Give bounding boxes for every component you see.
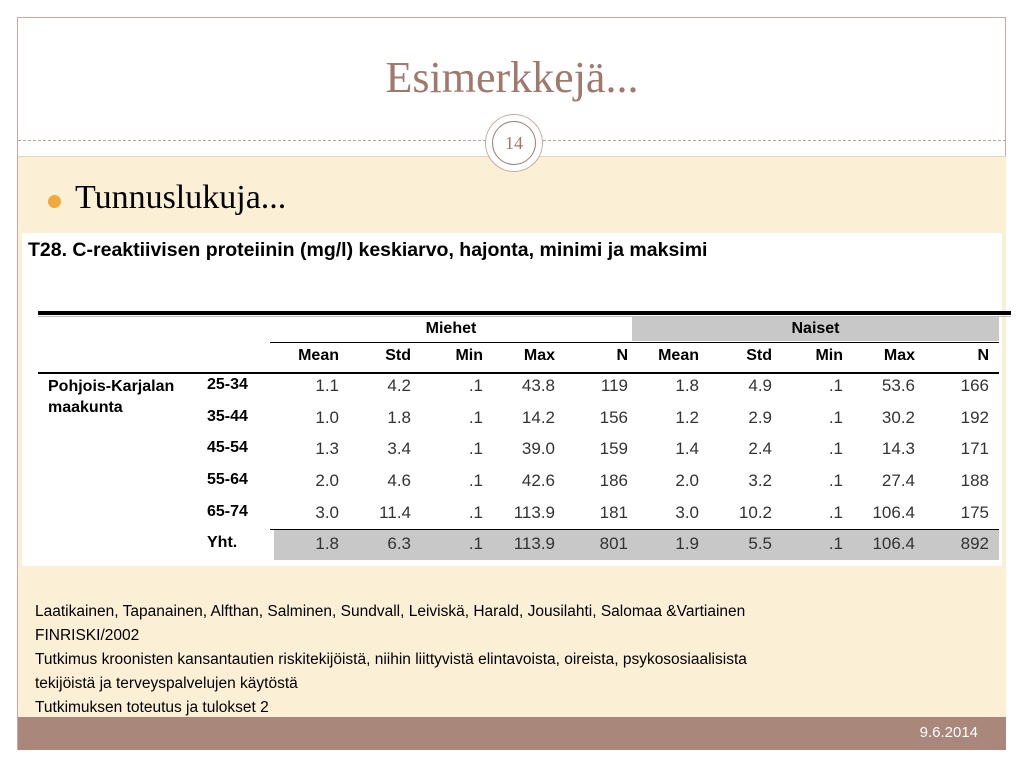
table-cell: 106.4: [872, 503, 915, 522]
table-cell: 1.8: [387, 408, 411, 427]
table-cell: 171: [960, 439, 989, 458]
table-cell: 1.8: [675, 376, 699, 395]
table-cell: 3.0: [675, 503, 699, 522]
table-cell: 192: [960, 408, 989, 427]
table-cell: 1.1: [315, 376, 339, 395]
table-cell: .1: [468, 439, 483, 458]
table-title: T28. C-reaktiivisen proteiinin (mg/l) keskiarvo, hajonta, minimi ja maksimi: [28, 239, 708, 261]
group-header-rule: [270, 342, 999, 343]
table-cell: 4.2: [387, 376, 411, 395]
column-header: N: [616, 347, 628, 364]
group-header-women: Naiset: [632, 317, 999, 341]
table-cell: 181: [599, 503, 628, 522]
source-line: Tutkimuksen toteutus ja tulokset 2: [35, 699, 269, 716]
age-group-label: 65-74: [207, 503, 248, 520]
table-cell: 4.9: [748, 376, 772, 395]
region-line-1: Pohjois-Karjalan: [48, 378, 175, 395]
table-cell: 5.5: [748, 534, 772, 553]
table-cell: 175: [960, 503, 989, 522]
column-header: Min: [455, 347, 483, 364]
table-cell: 11.4: [379, 503, 411, 522]
table-cell: 14.3: [881, 439, 915, 458]
table-cell: 6.3: [387, 534, 411, 553]
table-cell: 39.0: [521, 439, 555, 458]
table-cell: 166: [960, 376, 989, 395]
age-group-label: 25-34: [207, 376, 248, 393]
table-cell: 2.0: [315, 471, 339, 490]
table-cell: 1.4: [675, 439, 699, 458]
table-cell: .1: [468, 408, 483, 427]
table-cell: .1: [828, 534, 843, 553]
column-header: Min: [815, 347, 843, 364]
source-line: Tutkimus kroonisten kansantautien riskitekijöistä, niihin liittyvistä elintavoista, oireista, psykososiaalisista: [35, 651, 747, 668]
table-cell: 1.2: [675, 408, 699, 427]
bullet-text: Tunnuslukuja...: [75, 179, 287, 216]
table-top-rule: [38, 311, 1011, 315]
column-header: N: [977, 347, 989, 364]
table-cell: .1: [828, 471, 843, 490]
slide-date: 9.6.2014: [919, 724, 978, 741]
table-cell: 113.9: [513, 534, 555, 553]
table-cell: 113.9: [513, 503, 555, 522]
table-cell: 2.4: [748, 439, 772, 458]
table-cell: 119: [600, 376, 628, 395]
table-cell: 188: [960, 471, 989, 490]
table-cell: 156: [599, 408, 628, 427]
table-cell: .1: [828, 376, 843, 395]
table-cell: .1: [468, 503, 483, 522]
source-line: Laatikainen, Tapanainen, Alfthan, Salminen, Sundvall, Leiviskä, Harald, Jousilahti, Salomaa &Vartiainen: [35, 603, 746, 620]
column-header: Std: [385, 347, 411, 364]
total-row-rule: [270, 529, 999, 530]
table-cell: 1.0: [315, 408, 339, 427]
column-header: Std: [746, 347, 772, 364]
slide-number: 14: [492, 121, 536, 165]
age-group-label: 55-64: [207, 471, 248, 488]
table-cell: 2.9: [748, 408, 772, 427]
source-line: tekijöistä ja terveyspalvelujen käytöstä: [35, 675, 298, 692]
source-line: FINRISKI/2002: [35, 627, 140, 644]
table-cell: 1.3: [315, 439, 339, 458]
age-group-label: Yht.: [207, 534, 238, 551]
table-cell: 892: [960, 534, 989, 553]
region-label: [48, 376, 174, 418]
table-cell: 1.8: [315, 534, 339, 553]
table-cell: 3.2: [748, 471, 772, 490]
table-cell: 53.6: [881, 376, 915, 395]
table-cell: 106.4: [872, 534, 915, 553]
table-cell: 14.2: [521, 408, 555, 427]
table-cell: 801: [599, 534, 628, 553]
group-header-men: Miehet: [425, 320, 477, 337]
slide-title: Esimerkkejä...: [385, 53, 639, 102]
column-header: Max: [883, 347, 915, 364]
table-cell: 159: [599, 439, 628, 458]
table-cell: 30.2: [881, 408, 915, 427]
table-cell: .1: [468, 534, 483, 553]
slide-number-badge: [486, 115, 542, 171]
table-cell: 27.4: [881, 471, 915, 490]
bullet-dot-icon: [48, 195, 61, 208]
table-cell: 1.9: [675, 534, 699, 553]
column-header: Max: [523, 347, 555, 364]
table-cell: .1: [828, 503, 843, 522]
table-cell: 4.6: [387, 471, 411, 490]
table-cell: .1: [828, 408, 843, 427]
table-cell: .1: [468, 376, 483, 395]
header-bottom-rule: [38, 372, 999, 374]
table-cell: 10.2: [738, 503, 772, 522]
table-cell: 186: [599, 471, 628, 490]
table-cell: 3.4: [387, 439, 411, 458]
table-cell: .1: [828, 439, 843, 458]
column-header: Mean: [658, 347, 699, 364]
table-cell: 3.0: [315, 503, 339, 522]
data-table: [22, 233, 1002, 566]
table-cell: 2.0: [675, 471, 699, 490]
footer-bar: [18, 717, 1006, 750]
age-group-label: 35-44: [207, 408, 248, 425]
column-header: Mean: [298, 347, 339, 364]
table-cell: 42.6: [521, 471, 555, 490]
region-line-2: maakunta: [48, 399, 123, 416]
table-cell: .1: [468, 471, 483, 490]
age-group-label: 45-54: [207, 439, 248, 456]
table-cell: 43.8: [521, 376, 555, 395]
